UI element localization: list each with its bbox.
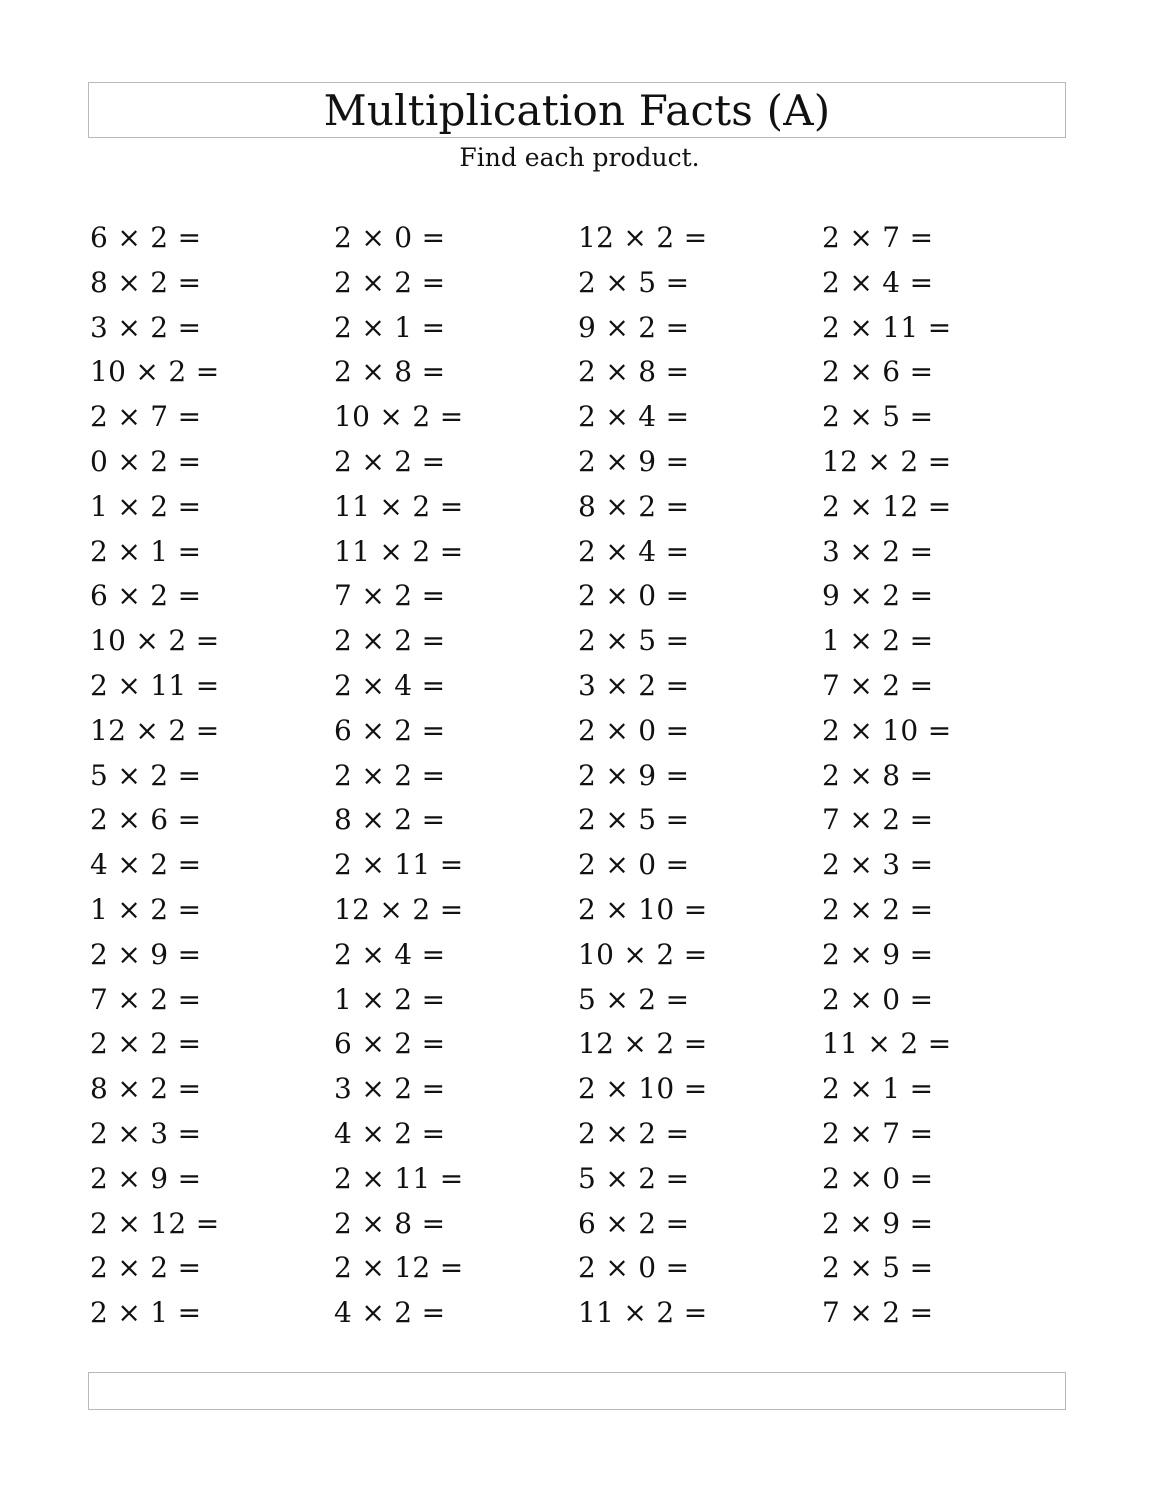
problem: 12 × 2 =: [578, 221, 708, 254]
problem: 2 × 1 =: [334, 310, 446, 344]
problem: 2 × 11 =: [822, 310, 952, 344]
problem: 7 × 2 =: [822, 803, 934, 837]
page-title: Multiplication Facts (A): [323, 86, 831, 135]
problem: 2 × 11 =: [334, 848, 464, 882]
problem: 4 × 2 =: [334, 1296, 446, 1330]
footer-box: [88, 1372, 1066, 1410]
problem: 2 × 0 =: [578, 579, 690, 613]
problem: 6 × 2 =: [90, 579, 202, 613]
problem: 4 × 2 =: [334, 1116, 446, 1150]
problem: 2 × 12 =: [822, 489, 952, 523]
problem: 2 × 4 =: [822, 265, 934, 299]
problem: 2 × 8 =: [334, 1206, 446, 1240]
problems-grid: [90, 216, 1070, 1336]
problem: 2 × 5 =: [578, 265, 690, 299]
problem: 2 × 1 =: [90, 1296, 202, 1330]
problem: 2 × 2 =: [334, 265, 446, 299]
problem: 2 × 9 =: [90, 937, 202, 971]
problem: 2 × 2 =: [334, 444, 446, 478]
problem: 6 × 2 =: [90, 221, 202, 254]
problem: 2 × 9 =: [822, 1206, 934, 1240]
problem: 7 × 2 =: [822, 668, 934, 702]
problem: 2 × 8 =: [334, 355, 446, 389]
problem: 2 × 8 =: [578, 355, 690, 389]
problem: 2 × 5 =: [822, 1251, 934, 1285]
problem: 2 × 10 =: [578, 1072, 708, 1106]
problem: 2 × 2 =: [90, 1027, 202, 1061]
problem: 4 × 2 =: [90, 848, 202, 882]
problem: 2 × 5 =: [822, 400, 934, 434]
problem: 1 × 2 =: [822, 624, 934, 658]
problem: 2 × 11 =: [90, 668, 220, 702]
problem: 5 × 2 =: [578, 1161, 690, 1195]
problem: 6 × 2 =: [334, 713, 446, 747]
problem: 2 × 5 =: [578, 624, 690, 658]
problem: 2 × 2 =: [334, 624, 446, 658]
problem: 2 × 8 =: [822, 758, 934, 792]
problem: 5 × 2 =: [578, 982, 690, 1016]
problem: 1 × 2 =: [90, 489, 202, 523]
problem: 2 × 0 =: [578, 848, 690, 882]
problem: 0 × 2 =: [90, 444, 202, 478]
problem: 2 × 9 =: [822, 937, 934, 971]
problem: 2 × 0 =: [822, 982, 934, 1016]
problem: 2 × 9 =: [90, 1161, 202, 1195]
problem: 2 × 9 =: [578, 444, 690, 478]
problem: 8 × 2 =: [90, 1072, 202, 1106]
problem: 2 × 11 =: [334, 1161, 464, 1195]
problem: 2 × 7 =: [90, 400, 202, 434]
problem: 2 × 10 =: [822, 713, 952, 747]
problem: 2 × 7 =: [822, 1116, 934, 1150]
problem: 12 × 2 =: [578, 1027, 708, 1061]
problem: 11 × 2 =: [822, 1027, 952, 1061]
problem: 3 × 2 =: [334, 1072, 446, 1106]
problem: 12 × 2 =: [90, 713, 220, 747]
problem: 8 × 2 =: [334, 803, 446, 837]
problem: 2 × 1 =: [822, 1072, 934, 1106]
title-box: [88, 82, 1066, 138]
problem: 10 × 2 =: [90, 355, 220, 389]
problem: 11 × 2 =: [334, 534, 464, 568]
problem: 2 × 2 =: [578, 1116, 690, 1150]
problem: 2 × 0 =: [578, 1251, 690, 1285]
problem: 2 × 4 =: [578, 400, 690, 434]
problem: 2 × 3 =: [90, 1116, 202, 1150]
problem: 2 × 0 =: [822, 1161, 934, 1195]
problem: 2 × 4 =: [578, 534, 690, 568]
problem: 11 × 2 =: [334, 489, 464, 523]
problem: 3 × 2 =: [578, 668, 690, 702]
problem: 10 × 2 =: [90, 624, 220, 658]
problem: 2 × 1 =: [90, 534, 202, 568]
problem: 2 × 2 =: [822, 892, 934, 926]
problem: 11 × 2 =: [578, 1296, 708, 1330]
problem: 1 × 2 =: [334, 982, 446, 1016]
problem: 7 × 2 =: [822, 1296, 934, 1330]
problem: 2 × 9 =: [578, 758, 690, 792]
problem: 2 × 6 =: [90, 803, 202, 837]
problem: 2 × 12 =: [334, 1251, 464, 1285]
problem: 2 × 12 =: [90, 1206, 220, 1240]
problem: 1 × 2 =: [90, 892, 202, 926]
problem: 10 × 2 =: [334, 400, 464, 434]
problem: 3 × 2 =: [822, 534, 934, 568]
problem: 9 × 2 =: [822, 579, 934, 613]
problem: 2 × 10 =: [578, 892, 708, 926]
problem: 2 × 4 =: [334, 668, 446, 702]
problem: 2 × 5 =: [578, 803, 690, 837]
problem: 7 × 2 =: [90, 982, 202, 1016]
problem: 6 × 2 =: [334, 1027, 446, 1061]
problem: 2 × 6 =: [822, 355, 934, 389]
problem: 6 × 2 =: [578, 1206, 690, 1240]
page-subtitle: Find each product.: [459, 143, 700, 172]
problem: 5 × 2 =: [90, 758, 202, 792]
problem: 2 × 3 =: [822, 848, 934, 882]
problem: 3 × 2 =: [90, 310, 202, 344]
problem: 8 × 2 =: [578, 489, 690, 523]
problem: 2 × 0 =: [334, 221, 446, 254]
problem: 2 × 2 =: [334, 758, 446, 792]
problem: 12 × 2 =: [334, 892, 464, 926]
problem: 2 × 7 =: [822, 221, 934, 254]
problem: 10 × 2 =: [578, 937, 708, 971]
problem: 2 × 0 =: [578, 713, 690, 747]
problem: 2 × 2 =: [90, 1251, 202, 1285]
problem: 8 × 2 =: [90, 265, 202, 299]
problem: 12 × 2 =: [822, 444, 952, 478]
problem: 2 × 4 =: [334, 937, 446, 971]
problem: 9 × 2 =: [578, 310, 690, 344]
problem: 7 × 2 =: [334, 579, 446, 613]
